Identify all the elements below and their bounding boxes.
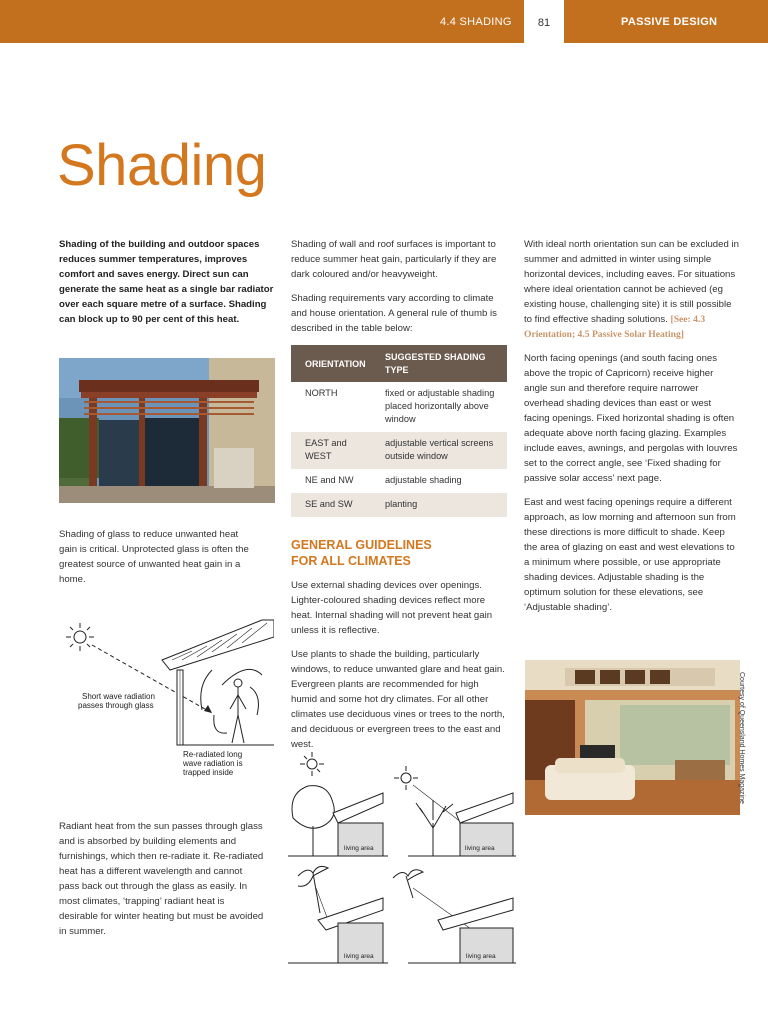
short-wave-label-line2: passes through glass bbox=[78, 701, 154, 710]
long-wave-label-line2: wave radiation is bbox=[183, 759, 243, 768]
table-row bbox=[291, 432, 507, 469]
chapter-label: PASSIVE DESIGN bbox=[621, 16, 718, 28]
photo-credit: Courtesy of Queensland Homes Magazine bbox=[738, 672, 745, 804]
section-label: 4.4 SHADING bbox=[440, 16, 512, 28]
person-figure bbox=[230, 679, 246, 743]
intro-column bbox=[59, 237, 274, 336]
north-orientation-text: With ideal north orientation sun can be excluded in summer and admitted in winter using simple horizontal devices, including eaves. For situations where ideal orientation cannot be achieved (eg existing house, challenging site) it is still possible to find effective shading solutions. bbox=[524, 239, 739, 325]
right-column bbox=[524, 237, 739, 624]
north-facing-paragraph: North facing openings (and south facing ones above the tropic of Capricorn) receive higher angle sun and therefore require narrower overhead shading devices than east or west facing openings. Fixed horizontal shading is often adequate above north facing glazing. Examples include eaves, awnings, and pergolas with louvres set to the correct angle, see ‘Fixed shading for passive solar access’ next page. bbox=[524, 353, 738, 484]
header-bar bbox=[0, 0, 768, 43]
guideline-external-paragraph: Use external shading devices over openings. Lighter-coloured shading devices reflect more heat. Internal shading will not prevent heat gain unless it is reflective. bbox=[291, 580, 493, 636]
radiation-diagram bbox=[62, 615, 274, 785]
wall-roof-paragraph: Shading of wall and roof surfaces is important to reduce summer heat gain, particularly if they are dark coloured and/or heavyweight. bbox=[291, 239, 497, 280]
north-orientation-paragraph bbox=[524, 237, 739, 342]
table-cell: adjustable vertical screens outside window bbox=[371, 432, 507, 469]
table-row bbox=[291, 493, 507, 517]
radiant-column bbox=[59, 819, 264, 948]
table-header-orientation: ORIENTATION bbox=[291, 345, 371, 382]
east-west-paragraph: East and west facing openings require a different approach, as low morning and afternoon sun from these directions is more difficult to shade. Keep the area of glazing on east and west elevations to a minimum where possible, or use appropriate shading devices. Adjustable shading is the optimum solution for these elevations, see ‘Adjustable shading’. bbox=[524, 497, 736, 613]
table-cell: NORTH bbox=[305, 388, 338, 398]
guideline-plants-paragraph: Use plants to shade the building, particularly windows, to reduce unwanted glare and heat gain. Evergreen plants are recommended for high humid and some hot dry climates. For all other climates use deciduous vines or trees to the north, and deciduous or evergreen trees to the east and west. bbox=[291, 649, 505, 750]
short-wave-label-line1: Short wave radiation bbox=[82, 692, 155, 701]
diagram-deciduous bbox=[394, 766, 516, 856]
table-cell: planting bbox=[371, 493, 507, 517]
long-wave-label-line1: Re-radiated long bbox=[183, 750, 243, 759]
glass-column bbox=[59, 527, 259, 596]
glass-paragraph: Shading of glass to reduce unwanted heat gain is critical. Unprotected glass is often the greatest source of unwanted heat gain in a home. bbox=[59, 529, 249, 585]
interior-photo bbox=[525, 660, 740, 815]
living-area-label: living area bbox=[466, 953, 496, 960]
table-cell: NE and NW bbox=[305, 475, 354, 485]
living-area-label: living area bbox=[344, 845, 374, 852]
long-wave-label-line3: trapped inside bbox=[183, 768, 234, 777]
radiant-paragraph: Radiant heat from the sun passes through glass and is absorbed by building elements and furnishings, which then re-radiate it. Re-radiated heat has a different wavelength and cannot pass back out through the glass as easily. In most climates, ‘trapping’ radiant heat is desirable for winter heating but must be avoided in summer. bbox=[59, 821, 264, 937]
pergola-photo bbox=[59, 358, 275, 503]
tree-shading-diagrams bbox=[288, 748, 518, 968]
table-cell: EAST and WEST bbox=[291, 432, 371, 469]
sun-icon bbox=[300, 752, 324, 776]
intro-paragraph: Shading of the building and outdoor spaces reduces summer temperatures, improves comfort and saves energy. Direct sun can generate the same heat as a single bar radiator over each square metre of a surface. Shading can block up to 90 per cent of this heat. bbox=[59, 239, 274, 325]
table-cell: fixed or adjustable shading placed horizontally above window bbox=[385, 388, 495, 424]
table-header-shading: SUGGESTED SHADING TYPE bbox=[371, 345, 507, 382]
living-area-label: living area bbox=[344, 953, 374, 960]
sun-icon bbox=[66, 623, 94, 651]
diagram-winter-sun bbox=[393, 870, 516, 963]
table-row bbox=[291, 382, 507, 432]
diagram-evergreen bbox=[288, 752, 388, 856]
guidelines-heading: GENERAL GUIDELINES FOR ALL CLIMATES bbox=[291, 538, 432, 568]
living-area-label: living area bbox=[465, 845, 495, 852]
requirements-paragraph: Shading requirements vary according to climate and house orientation. A general rule of thumb is described in the table below: bbox=[291, 293, 497, 334]
diagram-palm bbox=[288, 866, 388, 963]
table-cell: adjustable shading bbox=[385, 475, 462, 485]
table-row bbox=[291, 469, 507, 493]
cross-reference-link[interactable]: [See: 4.3 Orientation; 4.5 Passive Solar Heating] bbox=[524, 314, 706, 340]
page-title: Shading bbox=[57, 133, 267, 198]
table-cell: SE and SW bbox=[291, 493, 371, 517]
page-number: 81 bbox=[524, 0, 564, 43]
shading-table bbox=[291, 345, 507, 517]
middle-column bbox=[291, 237, 506, 761]
